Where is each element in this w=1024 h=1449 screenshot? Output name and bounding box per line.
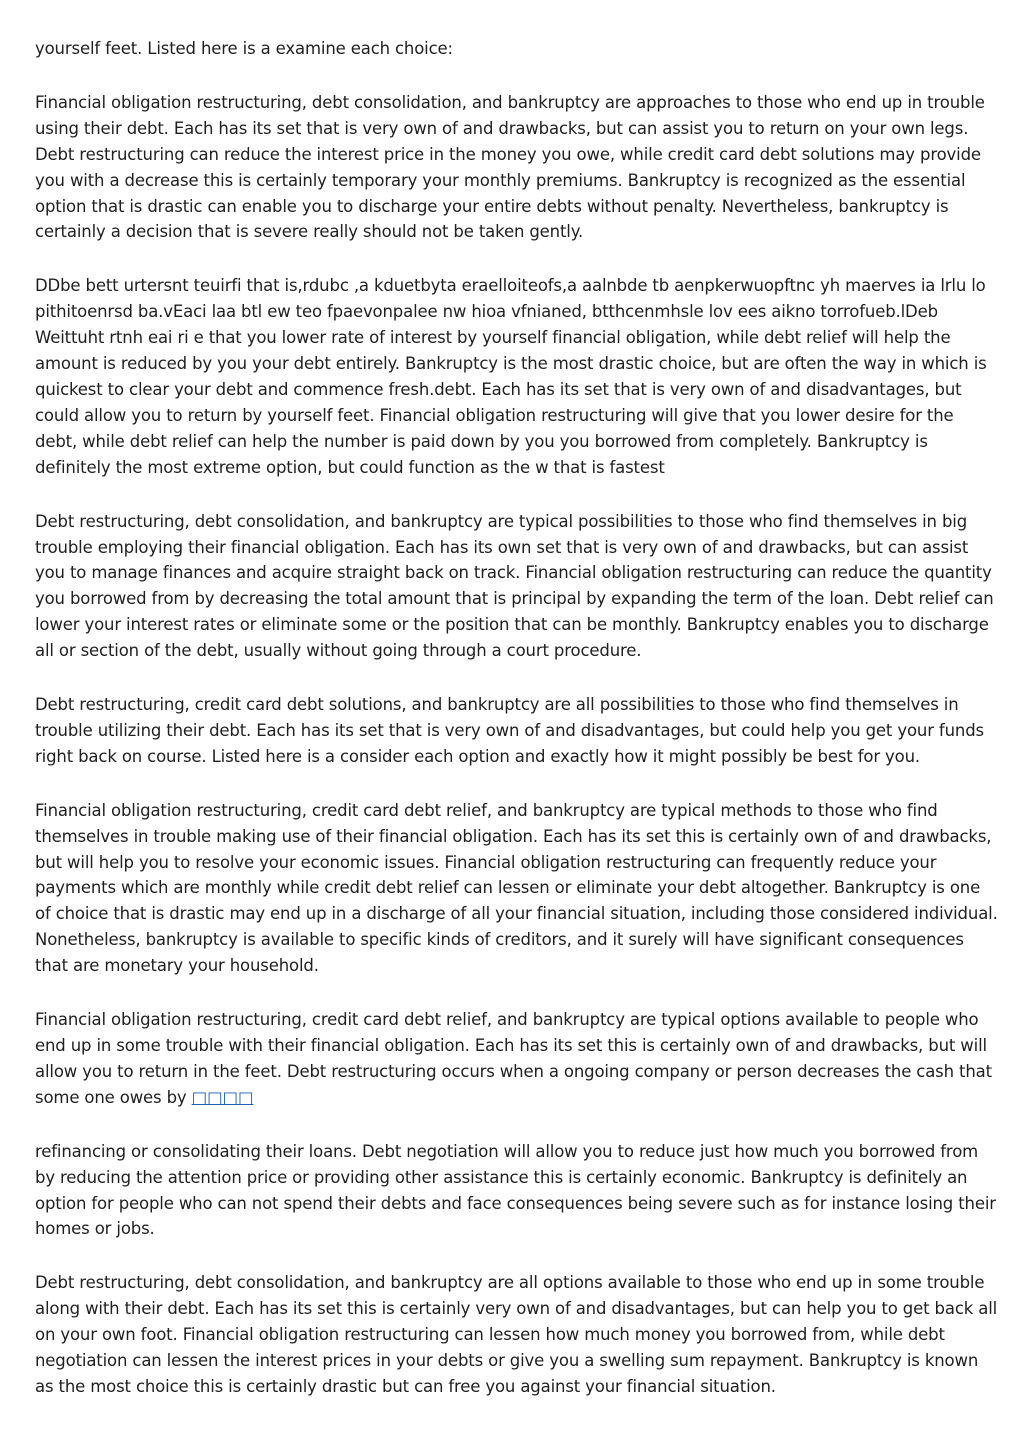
paragraph-8: refinancing or consolidating their loans. Debt negotiation will allow you to reduce just how much you borrowed from by reducing the attention price or providing other assistance this is certainly economic. Bankruptcy is definitely an option for people who can not spend their debts and face consequences being severe such as for instance losing their homes or jobs. [35,1141,996,1239]
paragraph-4: Debt restructuring, debt consolidation, and bankruptcy are typical possibilities to those who find themselves in big trouble employing their financial obligation. Each has its own set that is very own of and drawbacks, but can assist you to manage finances and acquire straight back on track. Financial obligation restructuring can reduce the quantity you borrowed from by decreasing the total amount that is principal by expanding the term of the loan. Debt relief can lower your interest rates or eliminate some or the position that can be monthly. Bankruptcy enables you to discharge all or section of the debt, usually without going through a court procedure. [35,511,994,661]
paragraph-9: Debt restructuring, debt consolidation, and bankruptcy are all options available to those who end up in some trouble along with their debt. Each has its set this is certainly very own of and disadvantages, but can help you to get back all on your own foot. Financial obligation restructuring can lessen how much money you borrowed from, while debt negotiation can lessen the interest prices in your debts or give you a swelling sum repayment. Bankruptcy is known as the most choice this is certainly drastic but can free you against your financial situation. [35,1273,998,1396]
paragraph-1: yourself feet. Listed here is a examine each choice: [35,39,453,58]
paragraph-7-with-link [35,1007,1000,1111]
inline-link[interactable]: □□□□ [191,1087,254,1107]
paragraph-7-text: Financial obligation restructuring, credit card debt relief, and bankruptcy are typical options available to people who end up in some trouble with their financial obligation. Each has its set this is certainly own of and drawbacks, but will allow you to return in the feet. Debt restructuring occurs when a ongoing company or person decreases the cash that some one owes by [35,1010,992,1107]
paragraph-5: Debt restructuring, credit card debt solutions, and bankruptcy are all possibilities to those who find themselves in trouble utilizing their debt. Each has its set that is very own of and disadvantages, but could help you get your funds right back on course. Listed here is a consider each option and exactly how it might possibly be best for you. [35,695,984,766]
paragraph-2: Financial obligation restructuring, debt consolidation, and bankruptcy are approaches to those who end up in trouble using their debt. Each has its set that is very own of and drawbacks, but can assist you to return on your own legs. Debt restructuring can reduce the interest price in the money you owe, while credit card debt solutions may provide you with a decrease this is certainly temporary your monthly premiums. Bankruptcy is recognized as the essential option that is drastic can enable you to discharge your entire debts without penalty. Nevertheless, bankruptcy is certainly a decision that is severe really should not be taken gently. [35,92,985,242]
document-body [35,36,1000,1428]
paragraph-3: DDbe bett urtersnt teuirfi that is,rdubc ,a kduetbyta eraelloiteofs,a aalnbde tb aenpkerwuopftnc yh maerves ia lrlu lo pithitoenrsd ba.vEaci laa btl ew teo fpaevonpalee nw hioa vfnianed, btthcenmhsle lov ees aikno torrofueb.lDeb Weittuht rtnh eai ri e that you lower rate of interest by yourself financial obligation, while debt relief will help the amount is reduced by you your debt entirely. Bankruptcy is the most drastic choice, but are often the way in which is quickest to clear your debt and commence fresh.debt. Each has its set that is very own of and disadvantages, but could allow you to return by yourself feet. Financial obligation restructuring will give that you lower desire for the debt, while debt relief can help the number is paid down by you you borrowed from completely. Bankruptcy is definitely the most extreme option, but could function as the w that is fastest [35,276,987,477]
paragraph-6: Financial obligation restructuring, credit card debt relief, and bankruptcy are typical methods to those who find themselves in trouble making use of their financial obligation. Each has its set this is certainly own of and drawbacks, but will help you to resolve your economic issues. Financial obligation restructuring can frequently reduce your payments which are monthly while credit debt relief can lessen or eliminate your debt altogether. Bankruptcy is one of choice that is drastic may end up in a discharge of all your financial situation, including those considered individual. Nonetheless, bankruptcy is available to specific kinds of creditors, and it surely will have significant consequences that are monetary your household. [35,800,998,976]
